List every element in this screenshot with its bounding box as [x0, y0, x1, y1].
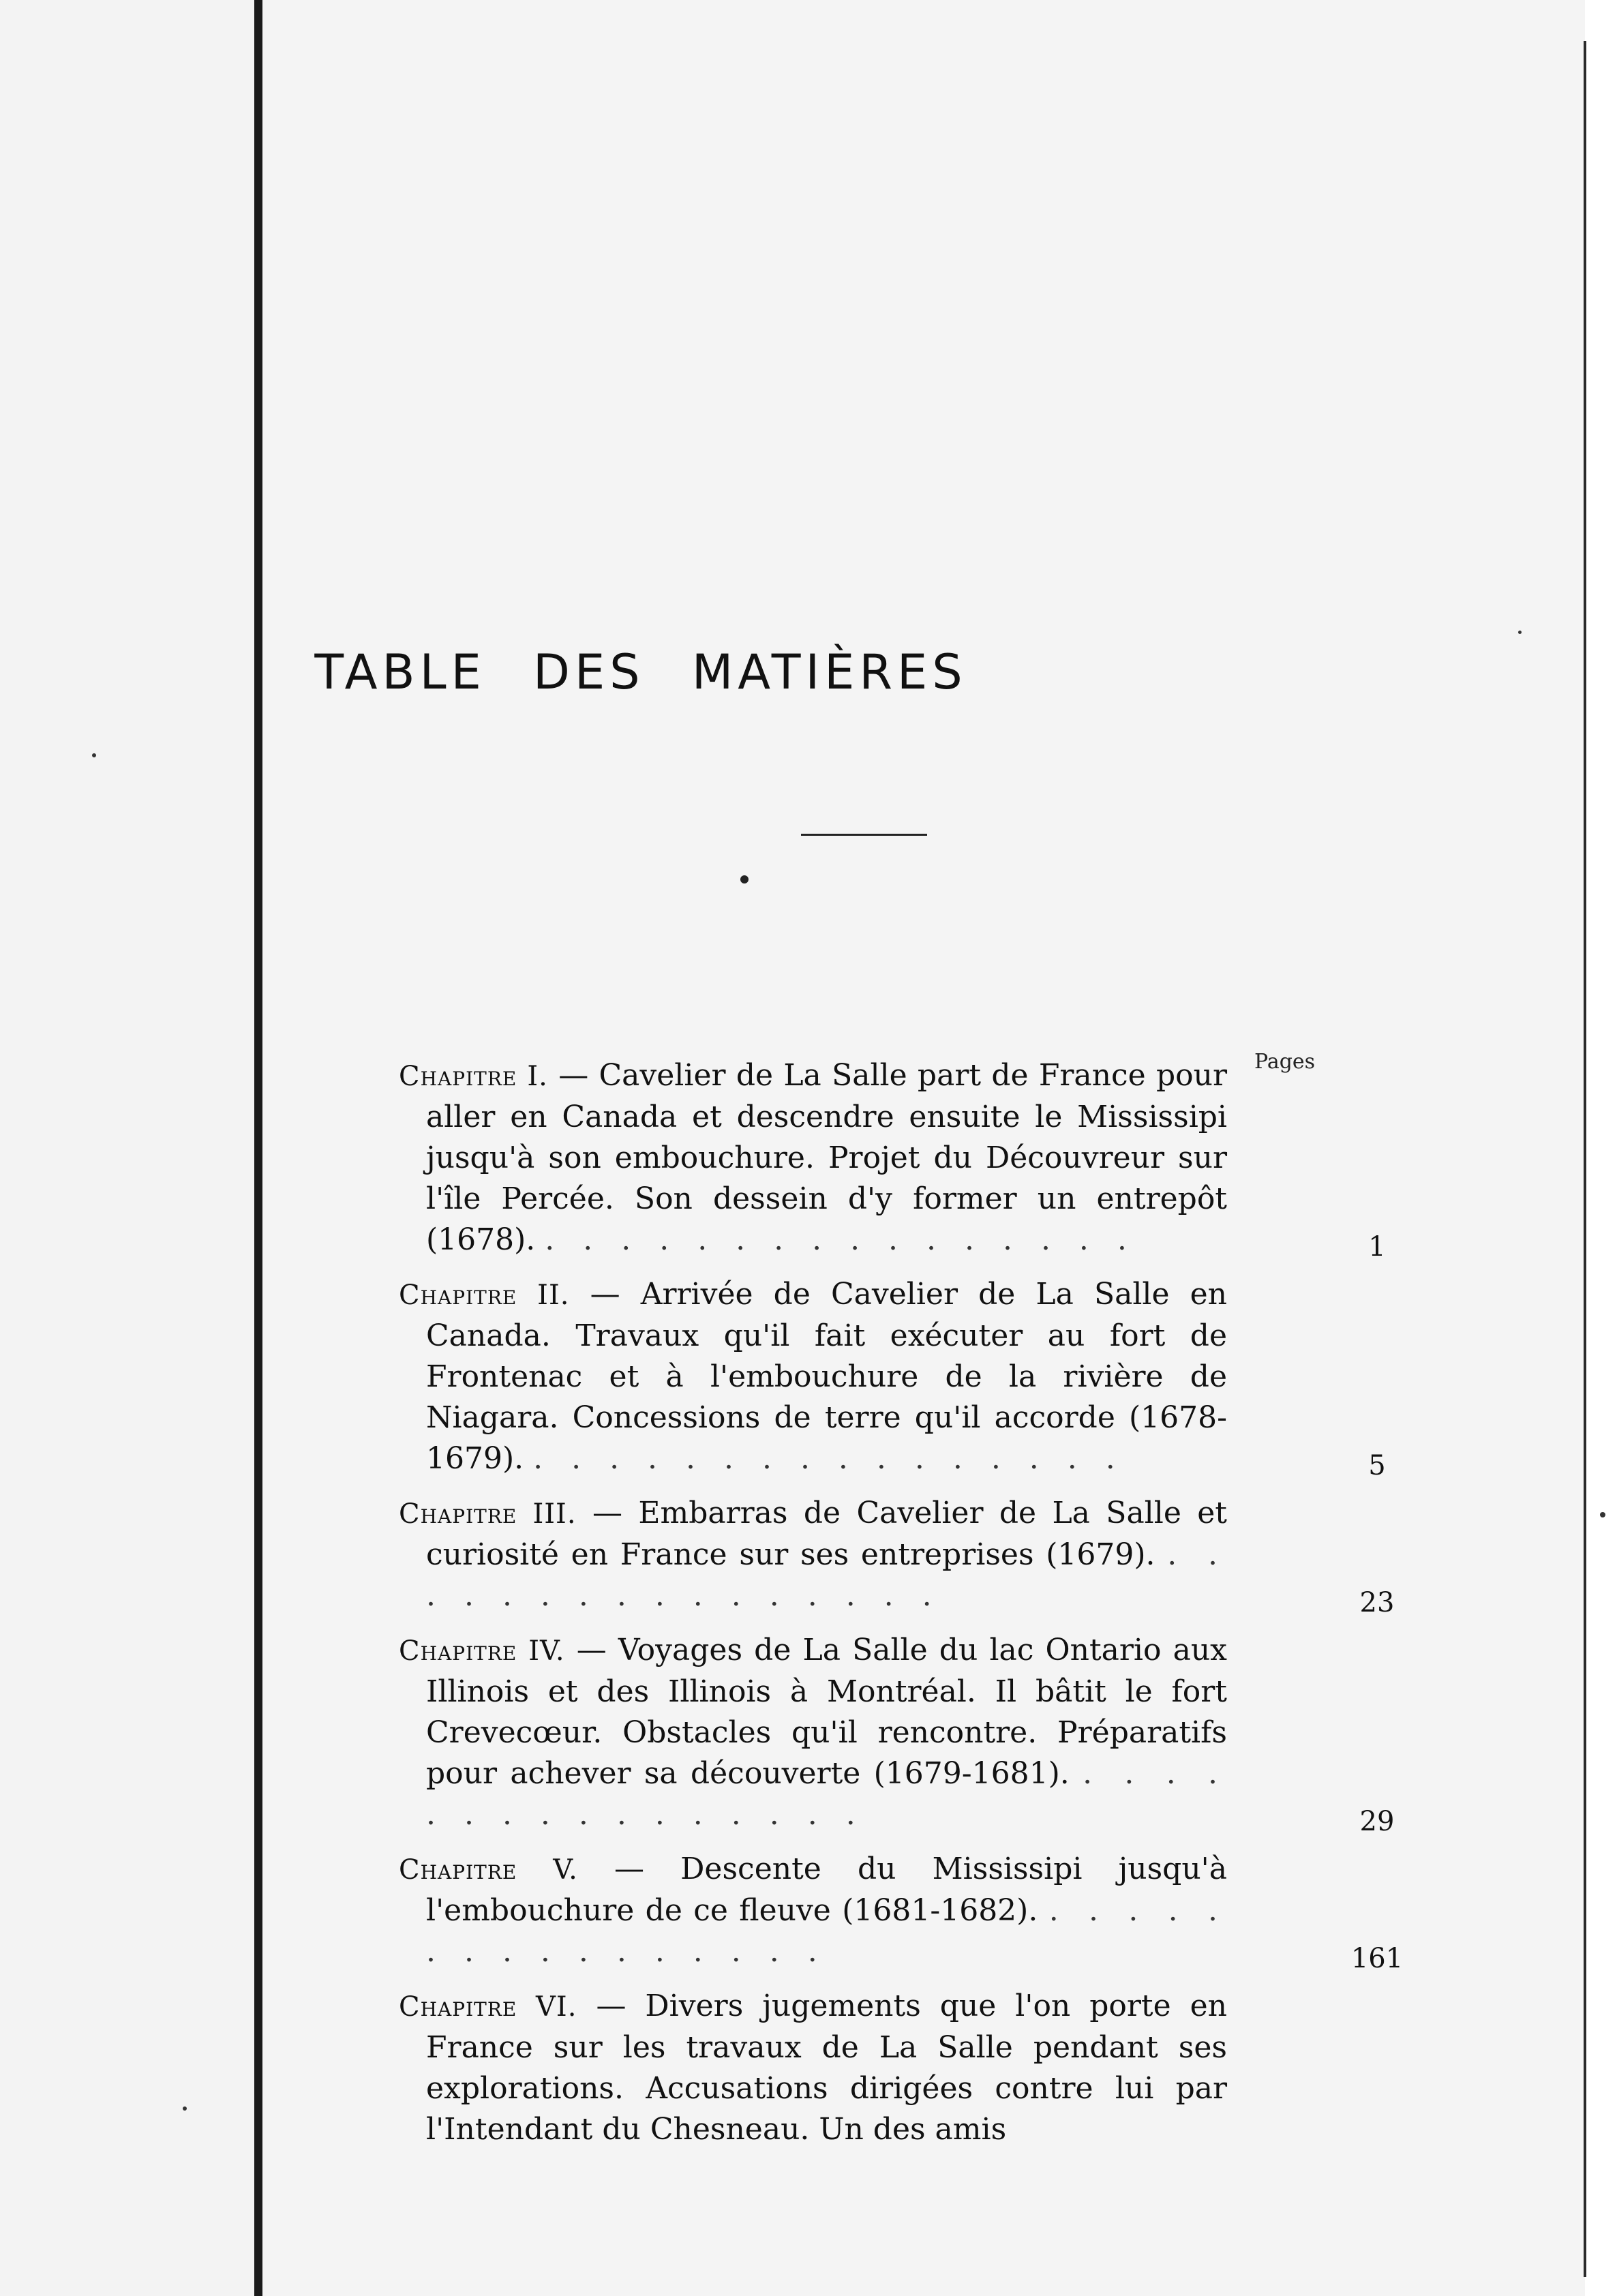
chapter-description: — Divers jugements que l'on porte en France sur les travaux de La Salle pendant ses explorations. Accusations dirigées contre lui par l'Intendant du Chesneau. Un des amis: [426, 1989, 1227, 2147]
dot-leader: . . . . . . . . . . . . . . . .: [426, 1756, 1227, 1832]
dot-leader: . . . . . . . . . . . . . . . .: [533, 1441, 1125, 1476]
pages-column-label: Pages: [1254, 1050, 1316, 1074]
dot-leader: . . . . . . . . . . . . . . . .: [545, 1222, 1136, 1257]
page-margin-edge: [1585, 0, 1617, 2296]
scan-speck: [183, 2106, 187, 2111]
page-fold-line: [1584, 41, 1586, 2277]
page-number: 161: [1350, 1943, 1404, 1974]
toc-entry[interactable]: [399, 1849, 1404, 1974]
scan-speck: [92, 753, 96, 757]
chapter-label: Chapitre V.: [399, 1854, 578, 1886]
dot-leader: . . . . . . . . . . . . . . . .: [426, 1893, 1227, 1969]
toc-entry[interactable]: [399, 1630, 1395, 1837]
page-number: 5: [1368, 1450, 1386, 1481]
chapter-label: Chapitre IV.: [399, 1635, 565, 1667]
chapter-description: — Cavelier de La Salle part de France pour aller en Canada et descendre ensuite le Mississipi jusqu'à son embouchure. Projet du Découvreur sur l'île Percée. Son dessein d'y former un entrepôt (1678).: [426, 1058, 1227, 1257]
scan-speck: [1600, 1512, 1605, 1517]
toc-entry[interactable]: [399, 1274, 1386, 1481]
dot-leader: . . . . . . . . . . . . . . . .: [426, 1537, 1227, 1613]
chapter-description: — Voyages de La Salle du lac Ontario aux Illinois et des Illinois à Montréal. Il bâtit le fort Crevecœur. Obstacles qu'il rencontre. Préparatifs pour achever sa découverte (1679-1681).: [426, 1633, 1227, 1791]
chapter-label: Chapitre I.: [399, 1061, 548, 1092]
chapter-description: — Embarras de Cavelier de La Salle et curiosité en France sur ses entreprises (1679).: [426, 1496, 1227, 1572]
page-title: TABLE DES MATIÈRES: [314, 644, 967, 700]
scan-speck: [1518, 631, 1522, 634]
left-page: [0, 0, 262, 2296]
page-number: 23: [1359, 1587, 1395, 1618]
page-number: 1: [1368, 1231, 1386, 1263]
chapter-label: Chapitre III.: [399, 1498, 577, 1530]
toc-entry[interactable]: [399, 1986, 1227, 2150]
left-page-binding-edge: [254, 0, 262, 2296]
chapter-label: Chapitre VI.: [399, 1991, 577, 2023]
toc-entry[interactable]: [399, 1493, 1395, 1618]
ornament-dot: [740, 875, 749, 883]
page-number: 29: [1359, 1806, 1395, 1837]
chapter-label: Chapitre II.: [399, 1280, 570, 1311]
chapter-description: — Descente du Mississipi jusqu'à l'embouchure de ce fleuve (1681-1682).: [426, 1852, 1227, 1928]
title-rule: [801, 834, 927, 836]
chapter-description: — Arrivée de Cavelier de La Salle en Canada. Travaux qu'il fait exécuter au fort de Frontenac et à l'embouchure de la rivière de Niagara. Concessions de terre qu'il accorde (1678-1679).: [426, 1277, 1227, 1476]
